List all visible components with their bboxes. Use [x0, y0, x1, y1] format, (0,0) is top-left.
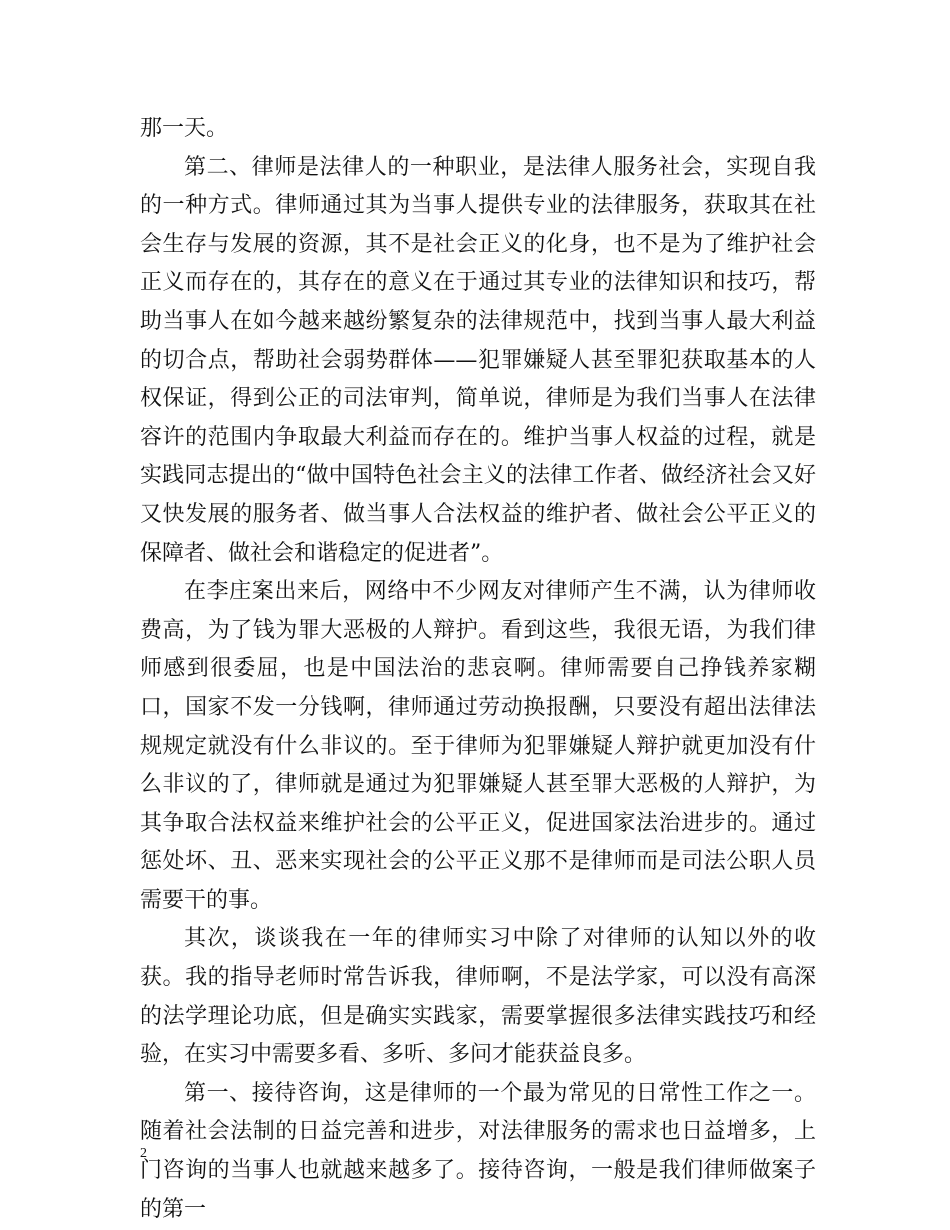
- paragraph-lawyer-profession: 第二、律师是法律人的一种职业，是法律人服务社会，实现自我的一种方式。律师通过其为当事人提供专业的法律服务，获取其在社会生存与发展的资源，其不是社会正义的化身，也不是为了维护社会正义而存在的，其存在的意义在于通过其专业的法律知识和技巧，帮助当事人在如今越来越纷繁复杂的法律规范中，找到当事人最大利益的切合点，帮助社会弱势群体——犯罪嫌疑人甚至罪犯获取基本的人权保证，得到公正的司法审判，简单说，律师是为我们当事人在法律容许的范围内争取最大利益而存在的。维护当事人权益的过程，就是实践同志提出的“做中国特色社会主义的法律工作者、做经济社会又好又快发展的服务者、做当事人合法权益的维护者、做社会公平正义的保障者、做社会和谐稳定的促进者”。: [140, 154, 816, 566]
- paragraph-li-zhuang-case: 在李庄案出来后，网络中不少网友对律师产生不满，认为律师收费高，为了钱为罪大恶极的人辩护。看到这些，我很无语，为我们律师感到很委屈，也是中国法治的悲哀啊。律师需要自己挣钱养家糊口，国家不发一分钱啊，律师通过劳动换报酬，只要没有超出法律法规规定就没有什么非议的。至于律师为犯罪嫌疑人辩护就更加没有什么非议的了，律师就是通过为犯罪嫌疑人甚至罪大恶极的人辩护，为其争取合法权益来维护社会的公平正义，促进国家法治进步的。通过惩处坏、丑、恶来实现社会的公平正义那不是律师而是司法公职人员需要干的事。: [140, 579, 816, 913]
- document-body: [140, 110, 816, 1229]
- page-number: 2: [140, 1146, 147, 1161]
- paragraph-internship-gains: 其次，谈谈我在一年的律师实习中除了对律师的认知以外的收获。我的指导老师时常告诉我，律师啊，不是法学家，可以没有高深的法学理论功底，但是确实实践家，需要掌握很多法律实践技巧和经验，在实习中需要多看、多听、多问才能获益良多。: [140, 926, 816, 1068]
- paragraph-continuation: 那一天。: [140, 116, 229, 141]
- paragraph-consultation: 第一、接待咨询，这是律师的一个最为常见的日常性工作之一。随着社会法制的日益完善和进步，对法律服务的需求也日益增多，上门咨询的当事人也就越来越多了。接待咨询，一般是我们律师做案子的第一: [140, 1080, 816, 1222]
